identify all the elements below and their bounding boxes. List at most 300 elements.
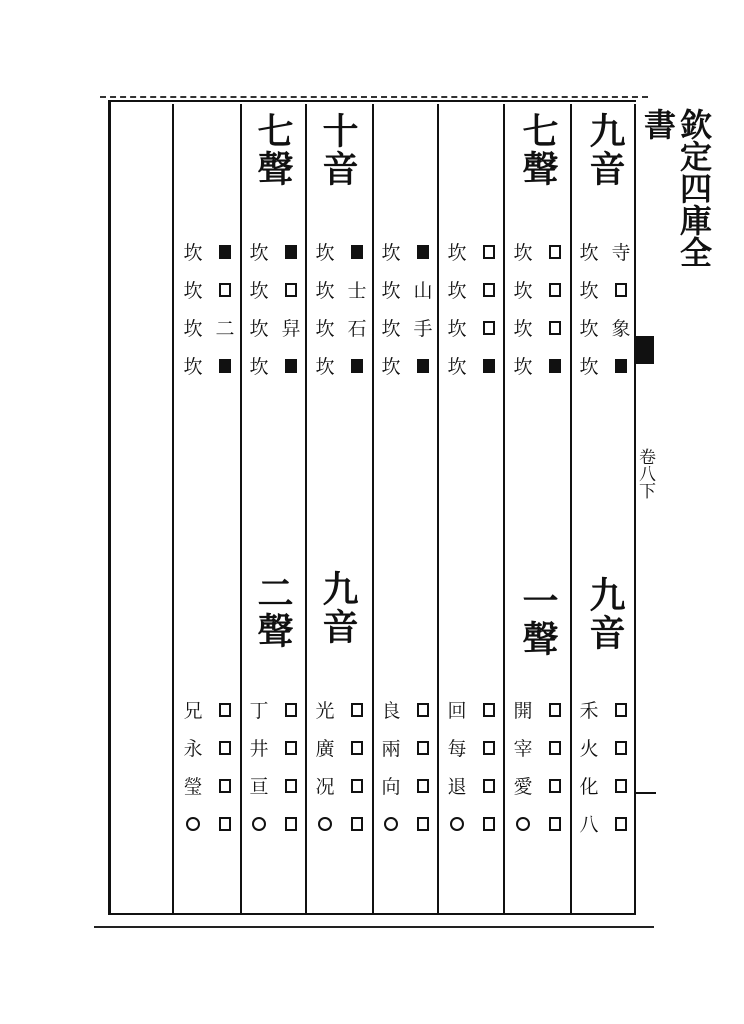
char-cell: 坎 [249, 279, 269, 302]
cell-left [508, 812, 538, 834]
cell-left [574, 314, 604, 341]
cell-left [574, 352, 604, 379]
table-row [376, 804, 438, 842]
cell-left [244, 352, 274, 379]
table-row [310, 690, 372, 728]
cell-right [276, 698, 306, 720]
book-title: 欽定四庫全書 [639, 108, 713, 268]
char-cell: 坎 [315, 279, 335, 302]
filled-square-icon [417, 359, 429, 373]
upper-columns-3 [442, 232, 504, 384]
table-row [508, 728, 570, 766]
open-square-icon [483, 321, 495, 335]
cell-left [442, 734, 472, 761]
cell-right [474, 736, 504, 758]
open-square-icon [549, 283, 561, 297]
upper-columns-7 [178, 232, 240, 384]
char-cell: 向 [381, 775, 401, 798]
upper-header-1: 九音 [584, 112, 626, 188]
cell-right [342, 736, 372, 758]
cell-right [474, 354, 504, 376]
cell-left [376, 812, 406, 834]
open-square-icon [615, 703, 627, 717]
char-cell: 坎 [579, 355, 599, 378]
char-cell: 火 [579, 737, 599, 760]
open-square-icon [285, 741, 297, 755]
char-cell: 亘 [249, 775, 269, 798]
filled-square-icon [615, 359, 627, 373]
table-row [310, 270, 372, 308]
cell-left [442, 314, 472, 341]
filled-square-icon [285, 359, 297, 373]
filled-square-icon [483, 359, 495, 373]
char-cell: 丁 [249, 699, 269, 722]
lower-header-4: 二聲 [252, 574, 294, 650]
cell-right [606, 238, 636, 265]
upper-header-2: 七聲 [517, 112, 559, 188]
cell-right [474, 698, 504, 720]
upper-columns-1 [574, 232, 636, 384]
char-cell: 坎 [249, 317, 269, 340]
open-square-icon [615, 283, 627, 297]
cell-left [178, 734, 208, 761]
open-square-icon [549, 321, 561, 335]
circle-icon [318, 817, 332, 831]
char-cell: 化 [579, 775, 599, 798]
char-cell: 坎 [315, 317, 335, 340]
cell-right [276, 314, 306, 341]
cell-right [474, 240, 504, 262]
open-square-icon [417, 817, 429, 831]
cell-left [244, 696, 274, 723]
filled-square-icon [417, 245, 429, 259]
table-row [376, 308, 438, 346]
cell-left [178, 276, 208, 303]
table-row [442, 308, 504, 346]
cell-right [540, 774, 570, 796]
cell-right [474, 812, 504, 834]
cell-right [276, 278, 306, 300]
cell-right [276, 812, 306, 834]
cell-left [310, 276, 340, 303]
filled-square-icon [549, 359, 561, 373]
cell-left [376, 772, 406, 799]
table-row [376, 728, 438, 766]
char-cell: 坎 [183, 355, 203, 378]
lower-header-1: 九音 [584, 576, 626, 652]
margin-rule [636, 792, 656, 794]
table-row [508, 270, 570, 308]
cell-right [276, 240, 306, 262]
open-square-icon [351, 817, 363, 831]
open-square-icon [285, 779, 297, 793]
table-row [244, 728, 306, 766]
column-rule [372, 104, 374, 914]
cell-right [606, 736, 636, 758]
open-square-icon [483, 779, 495, 793]
cell-left [508, 772, 538, 799]
cell-left [244, 812, 274, 834]
cell-left [178, 812, 208, 834]
cell-left [244, 314, 274, 341]
cell-left [442, 238, 472, 265]
table-row [310, 728, 372, 766]
open-square-icon [219, 703, 231, 717]
char-cell: 禾 [579, 699, 599, 722]
cell-right [408, 774, 438, 796]
table-row [574, 346, 636, 384]
char-cell: 光 [315, 699, 335, 722]
cell-left [178, 352, 208, 379]
outer-top-rule [100, 96, 648, 98]
char-cell: 坎 [513, 317, 533, 340]
char-cell: 坎 [447, 355, 467, 378]
open-square-icon [549, 817, 561, 831]
cell-left [178, 772, 208, 799]
table-row [442, 804, 504, 842]
cell-right [606, 698, 636, 720]
char-cell: 坎 [381, 241, 401, 264]
cell-right [606, 812, 636, 834]
table-row [244, 270, 306, 308]
open-square-icon [351, 779, 363, 793]
table-row [310, 804, 372, 842]
lower-header-2: 一聲 [517, 582, 559, 658]
table-row [574, 728, 636, 766]
char-cell: 井 [249, 737, 269, 760]
open-square-icon [483, 283, 495, 297]
cell-right [276, 354, 306, 376]
cell-right [210, 314, 240, 341]
open-square-icon [483, 703, 495, 717]
cell-left [178, 314, 208, 341]
char-cell: 石 [347, 317, 367, 340]
table-row [442, 270, 504, 308]
char-cell: 兩 [381, 737, 401, 760]
table-row [508, 308, 570, 346]
char-cell: 八 [579, 813, 599, 836]
char-cell: 愛 [513, 775, 533, 798]
column-rule [172, 104, 174, 914]
table-row [508, 346, 570, 384]
filled-square-icon [219, 245, 231, 259]
cell-right [540, 736, 570, 758]
cell-left [508, 314, 538, 341]
cell-right [540, 812, 570, 834]
cell-left [310, 238, 340, 265]
cell-right [342, 698, 372, 720]
cell-right [210, 812, 240, 834]
cell-right [540, 698, 570, 720]
cell-left [574, 734, 604, 761]
open-square-icon [285, 283, 297, 297]
table-row [376, 766, 438, 804]
circle-icon [252, 817, 266, 831]
char-cell: 坎 [183, 241, 203, 264]
cell-right [474, 316, 504, 338]
lower-header-3: 九音 [317, 570, 359, 646]
cell-left [310, 314, 340, 341]
cell-right [342, 354, 372, 376]
table-row [508, 232, 570, 270]
cell-left [442, 276, 472, 303]
char-cell: 坎 [513, 241, 533, 264]
cell-right [210, 278, 240, 300]
cell-right [606, 774, 636, 796]
char-cell: 坎 [579, 279, 599, 302]
cell-left [574, 276, 604, 303]
char-cell: 每 [447, 737, 467, 760]
table-row [178, 308, 240, 346]
cell-left [574, 772, 604, 799]
table-row [178, 690, 240, 728]
cell-left [574, 810, 604, 837]
char-cell: 回 [447, 699, 467, 722]
filled-square-icon [285, 245, 297, 259]
char-cell: 坎 [249, 355, 269, 378]
char-cell: 坎 [381, 279, 401, 302]
cell-left [376, 734, 406, 761]
cell-left [508, 734, 538, 761]
cell-right [210, 240, 240, 262]
column-rule [570, 104, 572, 914]
table-row [310, 308, 372, 346]
cell-right [342, 276, 372, 303]
cell-right [342, 240, 372, 262]
cell-right [276, 736, 306, 758]
open-square-icon [483, 245, 495, 259]
char-cell: 坎 [447, 241, 467, 264]
char-cell: 坎 [513, 355, 533, 378]
char-cell: 二 [215, 317, 235, 340]
cell-right [342, 314, 372, 341]
open-square-icon [219, 779, 231, 793]
open-square-icon [417, 703, 429, 717]
cell-left [178, 238, 208, 265]
char-cell: 手 [413, 317, 433, 340]
table-row [310, 766, 372, 804]
open-square-icon [351, 703, 363, 717]
table-row [178, 766, 240, 804]
char-cell: 坎 [315, 241, 335, 264]
cell-right [408, 698, 438, 720]
char-cell: 開 [513, 699, 533, 722]
lower-columns-1 [574, 690, 636, 842]
upper-columns-5 [310, 232, 372, 384]
cell-left [508, 352, 538, 379]
open-square-icon [219, 283, 231, 297]
char-cell: 坎 [447, 279, 467, 302]
cell-left [376, 276, 406, 303]
table-row [244, 232, 306, 270]
circle-icon [186, 817, 200, 831]
char-cell: 良 [381, 699, 401, 722]
table-row [178, 346, 240, 384]
char-cell: 宰 [513, 737, 533, 760]
open-square-icon [219, 741, 231, 755]
table-row [508, 804, 570, 842]
cell-right [606, 314, 636, 341]
filled-square-icon [351, 359, 363, 373]
char-cell: 兄 [183, 699, 203, 722]
table-row [442, 766, 504, 804]
cell-left [574, 238, 604, 265]
char-cell: 坎 [183, 279, 203, 302]
table-row [178, 270, 240, 308]
table-row [574, 232, 636, 270]
cell-right [540, 278, 570, 300]
open-square-icon [549, 741, 561, 755]
cell-left [376, 314, 406, 341]
table-row [376, 270, 438, 308]
char-cell: 坎 [249, 241, 269, 264]
cell-left [310, 772, 340, 799]
outer-bottom-rule [94, 926, 654, 928]
upper-columns-2 [508, 232, 570, 384]
cell-right [276, 774, 306, 796]
char-cell: 廣 [315, 737, 335, 760]
open-square-icon [417, 779, 429, 793]
open-square-icon [615, 817, 627, 831]
upper-columns-4 [376, 232, 438, 384]
char-cell: 象 [611, 317, 631, 340]
open-square-icon [285, 703, 297, 717]
cell-left [376, 696, 406, 723]
cell-left [508, 696, 538, 723]
char-cell: 退 [447, 775, 467, 798]
cell-left [244, 276, 274, 303]
table-row [574, 308, 636, 346]
char-cell: 坎 [579, 241, 599, 264]
filled-square-icon [219, 359, 231, 373]
cell-right [540, 316, 570, 338]
table-row [574, 690, 636, 728]
table-row [442, 690, 504, 728]
table-row [244, 804, 306, 842]
open-square-icon [615, 741, 627, 755]
table-row [508, 690, 570, 728]
open-square-icon [483, 741, 495, 755]
cell-left [508, 276, 538, 303]
table-row [244, 690, 306, 728]
char-cell: 士 [347, 279, 367, 302]
table-row [310, 346, 372, 384]
table-row [574, 270, 636, 308]
fishtail-mark [634, 336, 654, 364]
table-row [244, 766, 306, 804]
open-square-icon [417, 741, 429, 755]
char-cell: 坎 [315, 355, 335, 378]
lower-columns-5 [310, 690, 372, 842]
cell-right [210, 698, 240, 720]
char-cell: 坎 [183, 317, 203, 340]
open-square-icon [483, 817, 495, 831]
filled-square-icon [351, 245, 363, 259]
cell-right [408, 736, 438, 758]
upper-header-4: 七聲 [252, 112, 294, 188]
upper-columns-6 [244, 232, 306, 384]
circle-icon [384, 817, 398, 831]
char-cell: 舁 [281, 317, 301, 340]
lower-columns-3 [442, 690, 504, 842]
lower-columns-4 [376, 690, 438, 842]
open-square-icon [285, 817, 297, 831]
cell-right [408, 276, 438, 303]
chapter-label: 卷八下 [635, 448, 655, 499]
cell-right [408, 812, 438, 834]
open-square-icon [219, 817, 231, 831]
cell-left [178, 696, 208, 723]
table-row [376, 346, 438, 384]
char-cell: 山 [413, 279, 433, 302]
cell-left [244, 734, 274, 761]
open-square-icon [351, 741, 363, 755]
cell-right [408, 240, 438, 262]
table-row [376, 690, 438, 728]
char-cell: 坎 [381, 355, 401, 378]
lower-columns-2 [508, 690, 570, 842]
cell-left [442, 696, 472, 723]
circle-icon [516, 817, 530, 831]
table-row [244, 346, 306, 384]
cell-right [210, 774, 240, 796]
cell-right [474, 278, 504, 300]
cell-right [540, 240, 570, 262]
table-row [508, 766, 570, 804]
cell-left [310, 734, 340, 761]
cell-left [244, 772, 274, 799]
open-square-icon [549, 245, 561, 259]
cell-right [540, 354, 570, 376]
upper-header-3: 十音 [317, 112, 359, 188]
cell-left [310, 812, 340, 834]
open-square-icon [615, 779, 627, 793]
char-cell: 瑩 [183, 775, 203, 798]
char-cell: 坎 [381, 317, 401, 340]
cell-left [376, 352, 406, 379]
cell-left [574, 696, 604, 723]
cell-left [508, 238, 538, 265]
table-row [442, 728, 504, 766]
char-cell: 况 [315, 775, 335, 798]
cell-right [342, 774, 372, 796]
table-row [442, 232, 504, 270]
open-square-icon [549, 703, 561, 717]
column-rule [240, 104, 242, 914]
cell-right [342, 812, 372, 834]
cell-right [408, 314, 438, 341]
table-row [376, 232, 438, 270]
open-square-icon [549, 779, 561, 793]
table-row [442, 346, 504, 384]
char-cell: 坎 [513, 279, 533, 302]
cell-right [606, 278, 636, 300]
char-cell: 寺 [611, 241, 631, 264]
cell-right [210, 736, 240, 758]
lower-columns-7 [178, 690, 240, 842]
cell-left [442, 772, 472, 799]
cell-right [210, 354, 240, 376]
table-row [244, 308, 306, 346]
table-row [178, 232, 240, 270]
char-cell: 永 [183, 737, 203, 760]
table-row [310, 232, 372, 270]
cell-right [606, 354, 636, 376]
cell-left [376, 238, 406, 265]
char-cell: 坎 [447, 317, 467, 340]
table-row [178, 804, 240, 842]
cell-left [442, 812, 472, 834]
